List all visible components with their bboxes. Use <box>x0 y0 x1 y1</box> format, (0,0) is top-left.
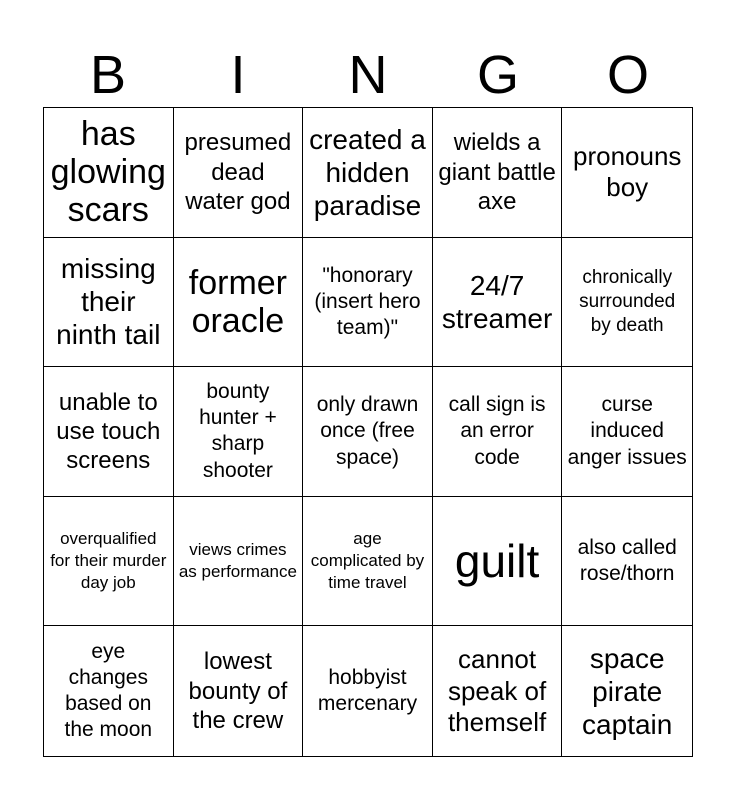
bingo-cell[interactable] <box>433 367 563 497</box>
cell-text: chronically surrounded by death <box>579 267 676 336</box>
cell-text: wields a giant battle axe <box>438 129 556 215</box>
bingo-cell[interactable] <box>174 108 304 238</box>
bingo-cell[interactable] <box>44 108 174 238</box>
cell-text: former oracle <box>188 263 287 340</box>
cell-text: lowest bounty of the crew <box>188 648 288 734</box>
bingo-cell[interactable] <box>303 497 433 627</box>
bingo-cell[interactable] <box>44 497 174 627</box>
cell-text: bounty hunter + sharp shooter <box>199 379 277 482</box>
cell-text: views crimes as performance <box>178 540 297 582</box>
bingo-header <box>43 45 693 105</box>
bingo-cell[interactable] <box>174 497 304 627</box>
bingo-cell[interactable] <box>562 626 692 756</box>
cell-text: 24/7 streamer <box>441 269 553 334</box>
bingo-cell[interactable] <box>562 238 692 368</box>
header-letter-i: I <box>230 45 246 105</box>
bingo-cell[interactable] <box>44 238 174 368</box>
bingo-cell[interactable] <box>433 108 563 238</box>
cell-text: also called rose/thorn <box>577 535 677 586</box>
bingo-cell[interactable] <box>303 238 433 368</box>
cell-text: space pirate captain <box>582 642 673 740</box>
cell-text: "honorary (insert hero team)" <box>314 263 421 340</box>
cell-text: curse induced anger issues <box>567 393 687 469</box>
header-letter-g: G <box>476 45 519 105</box>
cell-text: presumed dead water god <box>184 129 292 215</box>
bingo-cell[interactable] <box>433 497 563 627</box>
bingo-cell[interactable] <box>433 238 563 368</box>
bingo-board <box>43 107 693 757</box>
header-letter-b: B <box>89 45 127 105</box>
cell-text: unable to use touch screens <box>56 388 161 475</box>
cell-text: eye changes based on the moon <box>64 639 153 742</box>
bingo-cell[interactable] <box>174 367 304 497</box>
bingo-cell[interactable] <box>303 367 433 497</box>
cell-text: cannot speak of themself <box>447 644 547 737</box>
cell-text: has glowing scars <box>50 115 166 230</box>
bingo-cell[interactable] <box>174 238 304 368</box>
bingo-cell[interactable] <box>44 626 174 756</box>
bingo-cell[interactable] <box>433 626 563 756</box>
header-letter-o: O <box>606 45 649 105</box>
bingo-cell[interactable] <box>174 626 304 756</box>
cell-text: overqualified for their murder day job <box>50 528 167 593</box>
bingo-cell[interactable] <box>303 108 433 238</box>
cell-text: pronouns boy <box>572 141 682 203</box>
cell-text: call sign is an error code <box>448 393 546 469</box>
cell-text: age complicated by time travel <box>310 528 425 593</box>
bingo-cell[interactable] <box>44 367 174 497</box>
cell-text: missing their ninth tail <box>56 253 161 351</box>
bingo-cell[interactable] <box>562 497 692 627</box>
header-letter-n: N <box>348 45 388 105</box>
bingo-cell[interactable] <box>303 626 433 756</box>
cell-text: hobbyist mercenary <box>317 665 418 716</box>
cell-text: guilt <box>454 534 540 587</box>
bingo-cell[interactable] <box>562 367 692 497</box>
cell-text: created a hidden paradise <box>309 123 426 221</box>
bingo-cell[interactable] <box>562 108 692 238</box>
cell-text: only drawn once (free space) <box>316 393 419 469</box>
